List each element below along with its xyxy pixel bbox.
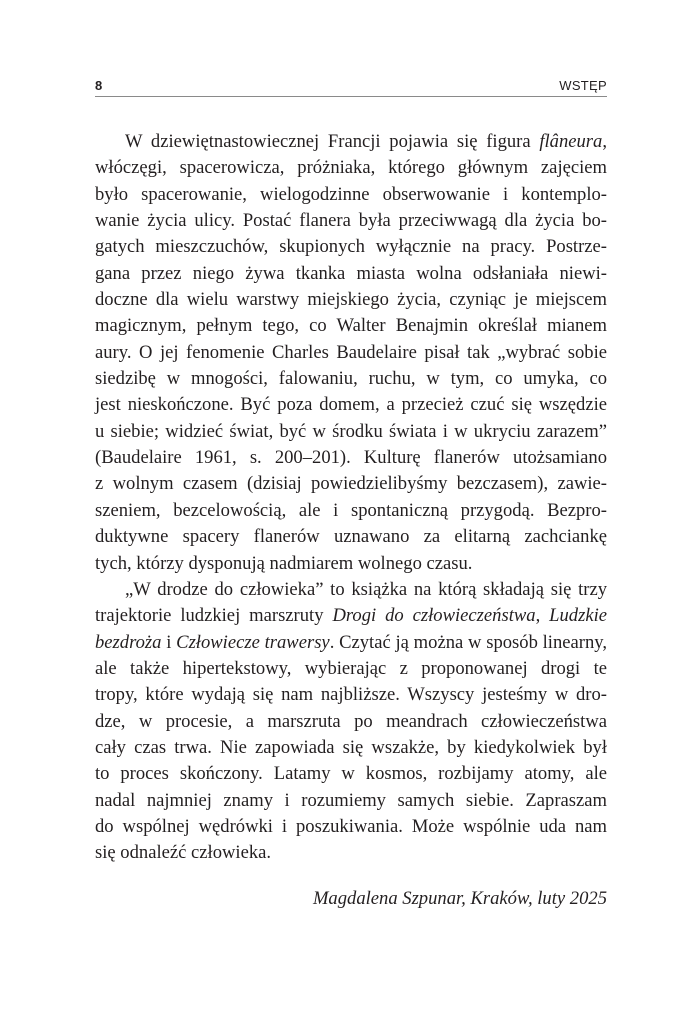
- italic-term: Człowiecze trawersy: [176, 631, 330, 653]
- text-line: doczne dla wielu warstwy miejskiego życia, czyniąc je miejscem: [95, 289, 607, 311]
- text-line: trajektorie ludzkiej marszruty Drogi do człowieczeństwa, Ludzkie: [95, 605, 607, 627]
- text-line: dze, w procesie, a marszruta po meandrach człowieczeństwa: [95, 710, 607, 732]
- text-line: siedzibę w mnogości, falowaniu, ruchu, w tym, co umyka, co: [95, 368, 607, 390]
- text-line: tropy, które wydają się nam najbliższe. Wszyscy jesteśmy w dro-: [95, 684, 607, 706]
- text-line: tych, którzy dysponują nadmiarem wolnego czasu.: [95, 552, 473, 574]
- italic-term: flâneura: [539, 131, 603, 152]
- text-line: W dziewiętnastowiecznej Francji pojawia się figura flâneura,: [125, 131, 607, 152]
- text-line: szeniem, bezcelowością, ale i spontaniczną przygodą. Bezpro-: [95, 499, 607, 521]
- text-line: gatych mieszczuchów, skupionych wyłącznie na pracy. Postrze-: [95, 236, 607, 258]
- header-rule: [95, 96, 607, 97]
- text-line: „W drodze do człowieka” to książka na którą składają się trzy: [125, 578, 607, 600]
- text-line: się odnaleźć człowieka.: [95, 842, 272, 864]
- page-number: 8: [95, 78, 103, 93]
- paragraph-flaneur: [95, 129, 607, 577]
- text-line: cały czas trwa. Nie zapowiada się wszakże, by kiedykolwiek był: [95, 736, 607, 758]
- chapter-title: WSTĘP: [559, 78, 607, 93]
- italic-term: Ludzkie: [549, 605, 607, 627]
- text-line: aury. O jej fenomenie Charles Baudelaire pisał tak „wybrać sobie: [95, 341, 607, 363]
- running-head: [95, 78, 607, 96]
- text-line: z wolnym czasem (dzisiaj powiedzielibyśmy bezczasem), zawie-: [95, 473, 607, 495]
- text-line: gana przez niego żywa tkanka miasta wolna odsłaniała niewi-: [95, 262, 607, 284]
- text-line: to proces skończony. Latamy w kosmos, rozbijamy atomy, ale: [95, 763, 607, 785]
- text-line: było spacerowanie, wielogodzinne obserwowanie i kontemplo-: [95, 183, 607, 205]
- author-signature: Magdalena Szpunar, Kraków, luty 2025: [312, 888, 607, 909]
- text-line: (Baudelaire 1961, s. 200–201). Kulturę flanerów utożsamiano: [95, 447, 607, 469]
- text-line: wanie życia ulicy. Postać flanera była przeciwwagą dla życia bo-: [95, 210, 607, 232]
- text-line: do wspólnej wędrówki i poszukiwania. Może wspólnie uda nam: [95, 815, 607, 837]
- text-line: bezdroża i Człowiecze trawersy. Czytać ją można w sposób linearny,: [95, 631, 607, 653]
- text-line: duktywne spacery flanerów uznawano za elitarną zachciankę: [95, 526, 607, 548]
- text-line: nadal najmniej znamy i rozumiemy samych siebie. Zapraszam: [95, 789, 607, 811]
- text-line: magicznym, pełnym tego, co Walter Benajmin określał mianem: [95, 315, 607, 337]
- text-line: jest nieskończone. Być poza domem, a przecież czuć się wszędzie: [95, 394, 607, 416]
- italic-term: bezdroża: [95, 631, 162, 653]
- text-line: ale także hipertekstowy, wybierając z proponowanej drogi te: [95, 657, 607, 679]
- paragraph-book-intro: [95, 577, 607, 867]
- text-line: włóczęgi, spacerowicza, próżniaka, którego głównym zajęciem: [95, 157, 607, 179]
- body-text: [95, 129, 607, 867]
- text-line: u siebie; widzieć świat, być w środku świata i w ukryciu zarazem”: [95, 420, 607, 442]
- italic-term: Drogi do człowieczeństwa: [332, 605, 536, 627]
